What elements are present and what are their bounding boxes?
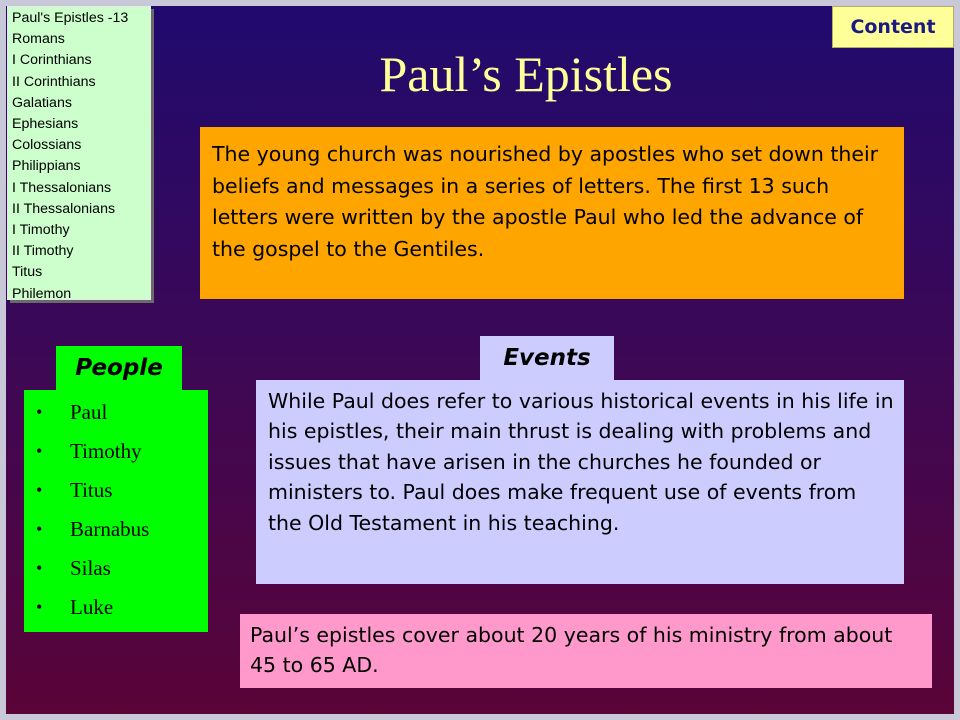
person-name: Luke xyxy=(70,595,114,619)
book-item: Philippians xyxy=(12,158,81,175)
bullet-icon: • xyxy=(36,519,43,539)
person-item xyxy=(24,474,208,513)
person-item xyxy=(24,591,208,630)
person-item xyxy=(24,513,208,552)
bullet-icon: • xyxy=(36,597,43,617)
book-item: I Corinthians xyxy=(12,52,92,69)
book-item: II Corinthians xyxy=(12,73,96,90)
bullet-icon: • xyxy=(36,480,43,500)
content-link-button[interactable]: Content xyxy=(832,6,954,48)
person-name: Silas xyxy=(70,556,111,580)
people-list xyxy=(24,390,208,632)
people-label: People xyxy=(56,346,182,390)
slide xyxy=(6,6,954,714)
person-item xyxy=(24,435,208,474)
book-item: Romans xyxy=(12,31,65,48)
bullet-icon: • xyxy=(36,558,43,578)
person-name: Titus xyxy=(70,478,113,502)
person-name: Timothy xyxy=(70,439,142,463)
book-item: I Thessalonians xyxy=(12,179,112,196)
book-item: II Thessalonians xyxy=(12,200,116,217)
person-name: Barnabus xyxy=(70,517,150,541)
person-item xyxy=(24,552,208,591)
books-list xyxy=(7,6,151,300)
intro-text: The young church was nourished by apostles who set down their beliefs and messages in a series of letters. The first 13 such letters were written by the apostle Paul who led the advance of the gospel to the Gentiles. xyxy=(200,127,904,299)
page-title: Paul’s Epistles xyxy=(379,46,673,102)
book-item: Ephesians xyxy=(12,116,79,133)
person-name: Paul xyxy=(70,400,108,424)
events-label: Events xyxy=(480,336,614,380)
book-item: Galatians xyxy=(12,94,72,111)
book-item: Philemon xyxy=(12,285,72,302)
bullet-icon: • xyxy=(36,402,43,422)
book-item: I Timothy xyxy=(12,222,70,239)
book-item: II Timothy xyxy=(12,243,74,260)
person-item xyxy=(24,396,208,435)
book-item: Titus xyxy=(12,264,43,281)
book-item: Colossians xyxy=(12,137,82,154)
books-list-heading: Paul's Epistles -13 xyxy=(12,10,129,26)
bullet-icon: • xyxy=(36,441,43,461)
events-text: While Paul does refer to various historical events in his life in his epistles, their main thrust is dealing with problems and issues that have arisen in the churches he founded or ministers to. Paul does make frequent use of events from the Old Testament in his teaching. xyxy=(256,380,904,584)
years-text: Paul’s epistles cover about 20 years of his ministry from about 45 to 65 AD. xyxy=(240,614,932,688)
